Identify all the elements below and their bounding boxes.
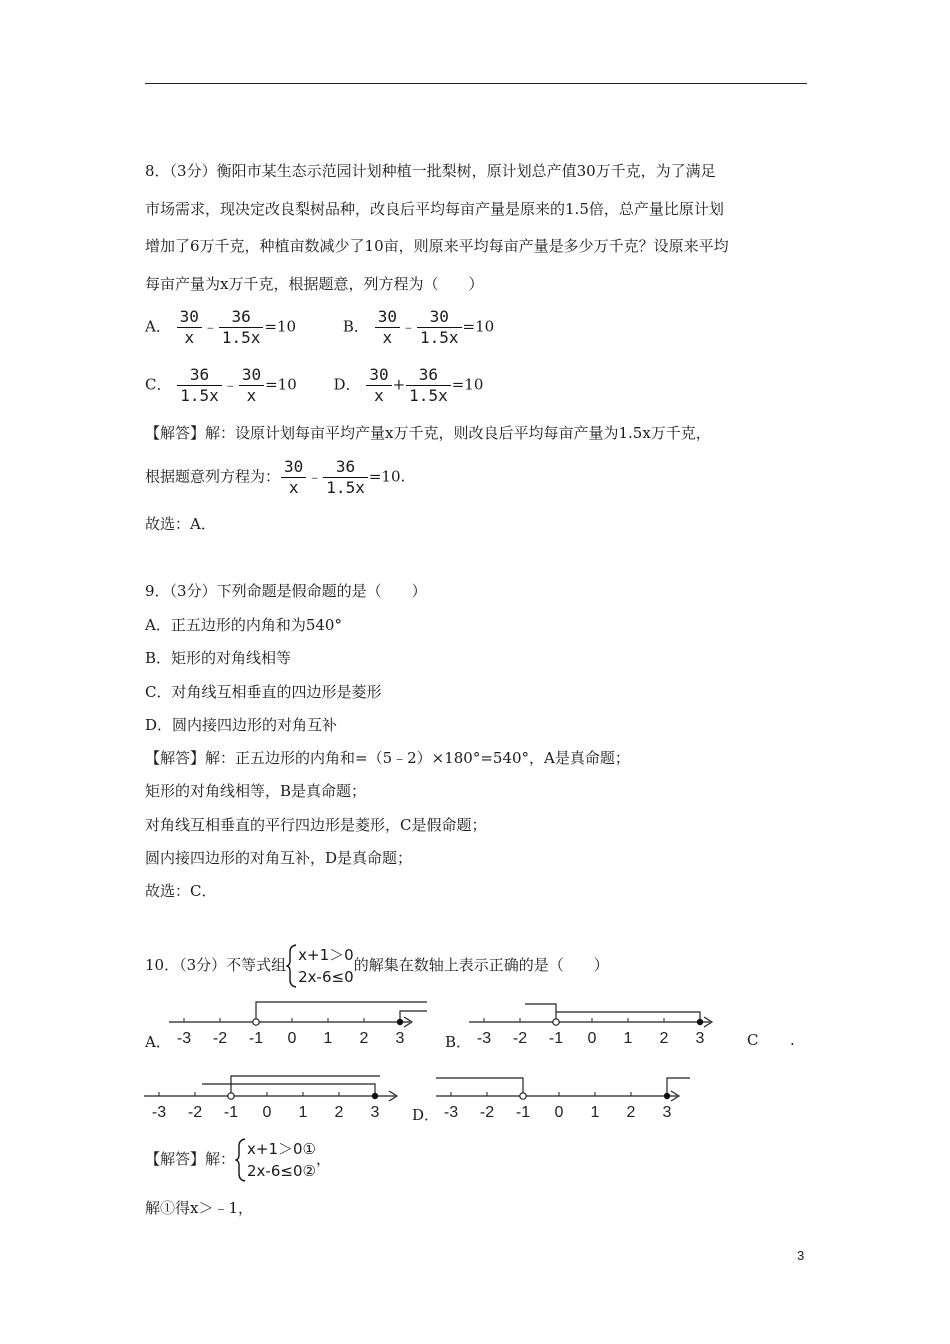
- operator: ﹣: [222, 375, 238, 394]
- denominator: x: [184, 328, 195, 347]
- numerator: 30: [177, 308, 202, 328]
- header-rule: [145, 83, 807, 84]
- q10-number-line-d: [432, 1072, 697, 1122]
- ray-left: [436, 1078, 523, 1096]
- ray-right: [667, 1078, 690, 1096]
- fraction: [417, 308, 462, 347]
- tick-label: -2: [479, 1104, 495, 1121]
- operator: ﹣: [202, 317, 218, 336]
- q10-label-c: C: [747, 1031, 759, 1049]
- tick-label: 2: [334, 1104, 344, 1121]
- q8-answer-line-1: 【解答】解：设原计划每亩平均产量x万千克，则改良后平均每亩产量为1.5x万千克，: [145, 424, 711, 442]
- ray-upper: [231, 1076, 380, 1096]
- q8-stem-line-4: 每亩产量为x万千克，根据题意，列方程为（ ）: [145, 275, 484, 293]
- tick-label: -2: [512, 1030, 528, 1047]
- tick-label: 3: [695, 1030, 705, 1047]
- tick-label: 0: [554, 1104, 564, 1121]
- numerator: 36: [219, 308, 264, 328]
- tick-label: 2: [626, 1104, 636, 1121]
- tick-label: 0: [587, 1030, 597, 1047]
- rhs: =10: [265, 375, 297, 394]
- numerator: 30: [366, 366, 391, 386]
- tick-label: 2: [659, 1030, 669, 1047]
- q8-stem-line-1: 8．（3分）衡阳市某生态示范园计划种植一批梨树，原计划总产值30万千克，为了满足: [145, 162, 716, 180]
- tick-label: 1: [298, 1104, 308, 1121]
- fraction: [177, 366, 222, 405]
- inequality-2: 2x-6≤0②: [247, 1162, 316, 1180]
- open-point: [228, 1093, 234, 1099]
- numerator: 30: [239, 366, 264, 386]
- q8-answer-equation: [145, 458, 405, 497]
- denominator: x: [382, 328, 393, 347]
- rhs: =10: [264, 317, 297, 336]
- closed-point: [664, 1093, 670, 1099]
- ray-left-bracket: [525, 1004, 556, 1022]
- q10-number-line-c: [140, 1072, 410, 1122]
- fraction: [406, 366, 451, 405]
- q8-stem-line-3: 增加了6万千克，种植亩数减少了10亩，则原来平均每亩产量是多少万千克？设原来平均: [145, 237, 729, 255]
- tick-label: 0: [262, 1104, 272, 1121]
- tick-label: -1: [515, 1104, 531, 1121]
- tick-label: 3: [395, 1030, 405, 1047]
- q9-choice: 故选：C．: [145, 882, 217, 900]
- tick-label: 1: [623, 1030, 633, 1047]
- left-brace: [286, 944, 298, 988]
- rhs: =10.: [368, 467, 406, 486]
- page-number: 3: [797, 1248, 805, 1263]
- rhs: =10: [451, 375, 484, 394]
- option-label: A．: [145, 317, 171, 336]
- answer-prefix: 根据题意列方程为：: [145, 467, 281, 486]
- operator: +: [392, 375, 406, 394]
- rhs: =10: [462, 317, 495, 336]
- q8-option-d: [334, 366, 484, 405]
- q9-answer-line-2: 矩形的对角线相等，B是真命题；: [145, 782, 367, 800]
- tick-label: -3: [176, 1030, 192, 1047]
- numerator: 30: [281, 458, 306, 478]
- q9-option-a: A．正五边形的内角和为540°: [145, 616, 342, 634]
- q8-option-b: [343, 308, 494, 347]
- q10-label-d: D．: [412, 1106, 440, 1124]
- answer-inequality-system: [235, 1138, 316, 1182]
- q8-options-row-2: [145, 366, 483, 405]
- q9-option-d: D．圆内接四边形的对角互补: [145, 716, 338, 734]
- tick-label: -3: [476, 1030, 492, 1047]
- numerator: 36: [323, 458, 368, 478]
- closed-point: [397, 1019, 403, 1025]
- tick-label: 3: [662, 1104, 672, 1121]
- fraction: [323, 458, 368, 497]
- q8-choice: 故选：A．: [145, 515, 216, 533]
- operator: ﹣: [400, 317, 416, 336]
- q10-label-c-dot: .: [790, 1031, 795, 1049]
- numerator: 30: [417, 308, 462, 328]
- stem-suffix: 的解集在数轴上表示正确的是（ ）: [353, 956, 609, 974]
- tick-label: -2: [187, 1104, 203, 1121]
- fraction: [177, 308, 202, 347]
- left-brace: [235, 1138, 247, 1182]
- fraction: [281, 458, 306, 497]
- inequality-system: [286, 944, 354, 988]
- q9-answer-line-3: 对角线互相垂直的平行四边形是菱形，C是假命题；: [145, 816, 487, 834]
- tick-label: -1: [548, 1030, 564, 1047]
- tick-label: 3: [370, 1104, 380, 1121]
- answer-prefix: 【解答】解：: [145, 1150, 236, 1168]
- closed-point: [697, 1019, 703, 1025]
- denominator: 1.5x: [326, 478, 365, 497]
- q9-option-b: B．矩形的对角线相等: [145, 649, 292, 667]
- option-label: D．: [333, 375, 361, 394]
- inequality-1: x+1＞0: [298, 946, 354, 964]
- q10-number-line-b: [465, 998, 725, 1048]
- tick-label: 2: [359, 1030, 369, 1047]
- numerator: 36: [177, 366, 222, 386]
- q10-number-line-a: [165, 998, 435, 1048]
- ray-upper: [256, 1002, 427, 1022]
- closed-point: [372, 1093, 378, 1099]
- tick-label: 1: [323, 1030, 333, 1047]
- inequality-1: x+1＞0①: [247, 1140, 316, 1158]
- denominator: 1.5x: [180, 386, 219, 405]
- fraction: [375, 308, 400, 347]
- fraction: [219, 308, 264, 347]
- comma: ，: [316, 1150, 332, 1168]
- q10-label-a: A．: [145, 1033, 171, 1051]
- fraction: [366, 366, 391, 405]
- numerator: 36: [406, 366, 451, 386]
- inequality-2: 2x-6≤0: [298, 968, 354, 986]
- q9-answer-line-4: 圆内接四边形的对角互补，D是真命题；: [145, 849, 413, 867]
- denominator: x: [246, 386, 257, 405]
- q8-stem-line-2: 市场需求，现决定改良梨树品种，改良后平均每亩产量是原来的1.5倍，总产量比原计划: [145, 200, 724, 218]
- denominator: 1.5x: [221, 328, 261, 347]
- fraction: [239, 366, 264, 405]
- q8-option-c: [145, 366, 297, 405]
- ray-lower: [400, 1011, 427, 1022]
- tick-label: -1: [223, 1104, 239, 1121]
- denominator: x: [374, 386, 384, 405]
- q10-stem: [145, 944, 609, 988]
- tick-label: -3: [443, 1104, 459, 1121]
- option-label: B．: [342, 317, 369, 336]
- open-point: [553, 1019, 559, 1025]
- denominator: 1.5x: [419, 328, 459, 347]
- tick-label: 0: [287, 1030, 297, 1047]
- tick-label: 1: [590, 1104, 600, 1121]
- open-point: [253, 1019, 259, 1025]
- numerator: 30: [375, 308, 400, 328]
- q10-label-b: B．: [445, 1033, 472, 1051]
- operator: ﹣: [307, 467, 323, 486]
- denominator: x: [288, 478, 299, 497]
- tick-label: -1: [248, 1030, 264, 1047]
- q10-step-1: 解①得x＞﹣1，: [145, 1199, 254, 1217]
- q10-answer-system: [145, 1138, 331, 1182]
- tick-label: -3: [151, 1104, 167, 1121]
- tick-label: -2: [212, 1030, 228, 1047]
- option-label: C．: [145, 375, 172, 394]
- q9-answer-line-1: 【解答】解：正五边形的内角和=（5﹣2）×180°=540°，A是真命题；: [145, 749, 630, 767]
- stem-prefix: 10．（3分）不等式组: [145, 956, 287, 974]
- denominator: 1.5x: [409, 386, 448, 405]
- q9-stem: 9．（3分）下列命题是假命题的是（ ）: [145, 582, 427, 600]
- q8-option-a: [145, 308, 296, 347]
- q9-option-c: C．对角线互相垂直的四边形是菱形: [145, 683, 382, 701]
- open-point: [520, 1093, 526, 1099]
- q8-options-row-1: [145, 308, 494, 347]
